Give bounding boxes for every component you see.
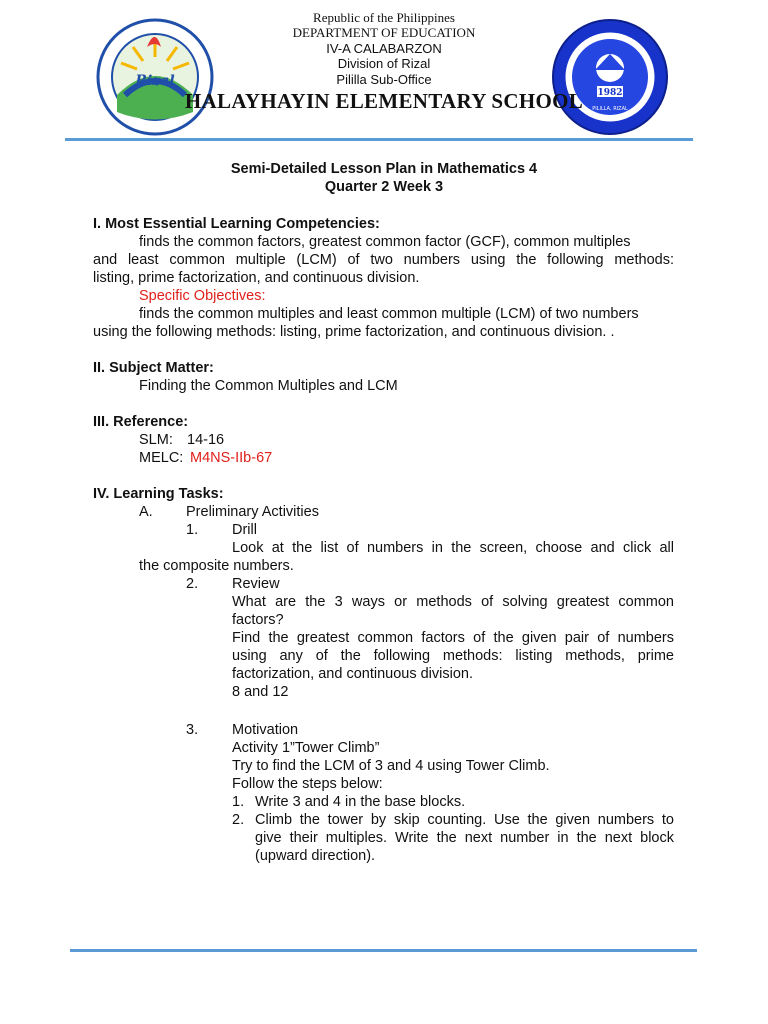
drill-number: 1. — [186, 522, 199, 538]
quarter-week: Quarter 2 Week 3 — [324, 179, 444, 195]
reference-heading: III. Reference: — [93, 414, 189, 430]
melc-code-label: MELC: — [139, 450, 184, 466]
header-republic: Republic of the Philippines — [313, 10, 455, 25]
school-logo-place: PILILLA, RIZAL — [592, 106, 628, 112]
review-line-6: 8 and 12 — [232, 684, 289, 700]
motivation-line-3: Follow the steps below: — [232, 776, 383, 792]
header-department: DEPARTMENT OF EDUCATION — [292, 25, 476, 40]
review-line-1: What are the 3 ways or methods of solving greatest common — [232, 594, 674, 610]
footer-divider — [70, 949, 697, 952]
step-1-line-1: Write 3 and 4 in the base blocks. — [255, 794, 466, 810]
review-line-3: Find the greatest common factors of the given pair of numbers — [232, 630, 674, 646]
subject-heading: II. Subject Matter: — [93, 360, 214, 376]
review-line-5: factorization, and continuous division. — [232, 666, 474, 682]
step-2-line-2: give their multiples. Write the next number in the next block — [255, 830, 674, 846]
rizal-logo-text: Rizal — [135, 73, 175, 89]
header-suboffice: Pililla Sub-Office — [336, 72, 432, 87]
header-region: IV-A CALABARZON — [326, 41, 442, 56]
review-heading: Review — [232, 576, 280, 592]
review-line-2: factors? — [232, 612, 284, 628]
step-1-number: 1. — [232, 794, 245, 810]
step-2-line-1: Climb the tower by skip counting. Use the given numbers to — [255, 812, 674, 828]
school-name: HALAYHAYIN ELEMENTARY SCHOOL — [184, 89, 584, 113]
subject-text: Finding the Common Multiples and LCM — [139, 378, 398, 394]
header-division: Division of Rizal — [337, 56, 431, 71]
task-a-letter: A. — [139, 504, 153, 520]
tasks-heading: IV. Learning Tasks: — [93, 486, 224, 502]
review-line-4: using any of the following methods: listing methods, prime — [232, 648, 674, 664]
specific-objectives-label: Specific Objectives: — [139, 288, 266, 304]
drill-line-1: Look at the list of numbers in the screen, choose and click all — [232, 540, 674, 556]
motivation-line-1: Activity 1”Tower Climb” — [232, 740, 380, 756]
motivation-line-2: Try to find the LCM of 3 and 4 using Tower Climb. — [232, 758, 550, 774]
melc-heading: I. Most Essential Learning Competencies: — [93, 216, 380, 232]
slm-value: 14-16 — [187, 432, 225, 448]
melc-line-2: and least common multiple (LCM) of two numbers using the following methods: — [93, 252, 674, 268]
lesson-plan-title: Semi-Detailed Lesson Plan in Mathematics 4 — [230, 161, 538, 177]
drill-line-2: the composite numbers. — [139, 558, 294, 574]
header-divider — [65, 138, 693, 141]
objective-line-2: using the following methods: listing, prime factorization, and continuous division. . — [93, 324, 615, 340]
motivation-number: 3. — [186, 722, 199, 738]
melc-line-3: listing, prime factorization, and continuous division. — [93, 270, 420, 286]
melc-line-1: finds the common factors, greatest common factor (GCF), common multiples — [139, 234, 631, 250]
step-2-line-3: (upward direction). — [255, 848, 376, 864]
task-a-title: Preliminary Activities — [186, 504, 319, 520]
slm-label: SLM: — [139, 432, 173, 448]
review-number: 2. — [186, 576, 199, 592]
objective-line-1: finds the common multiples and least common multiple (LCM) of two numbers — [139, 306, 639, 322]
step-2-number: 2. — [232, 812, 245, 828]
motivation-heading: Motivation — [232, 722, 299, 738]
drill-heading: Drill — [232, 522, 257, 538]
school-logo-year: 1982 — [597, 88, 623, 98]
melc-code: M4NS-IIb-67 — [190, 450, 273, 466]
